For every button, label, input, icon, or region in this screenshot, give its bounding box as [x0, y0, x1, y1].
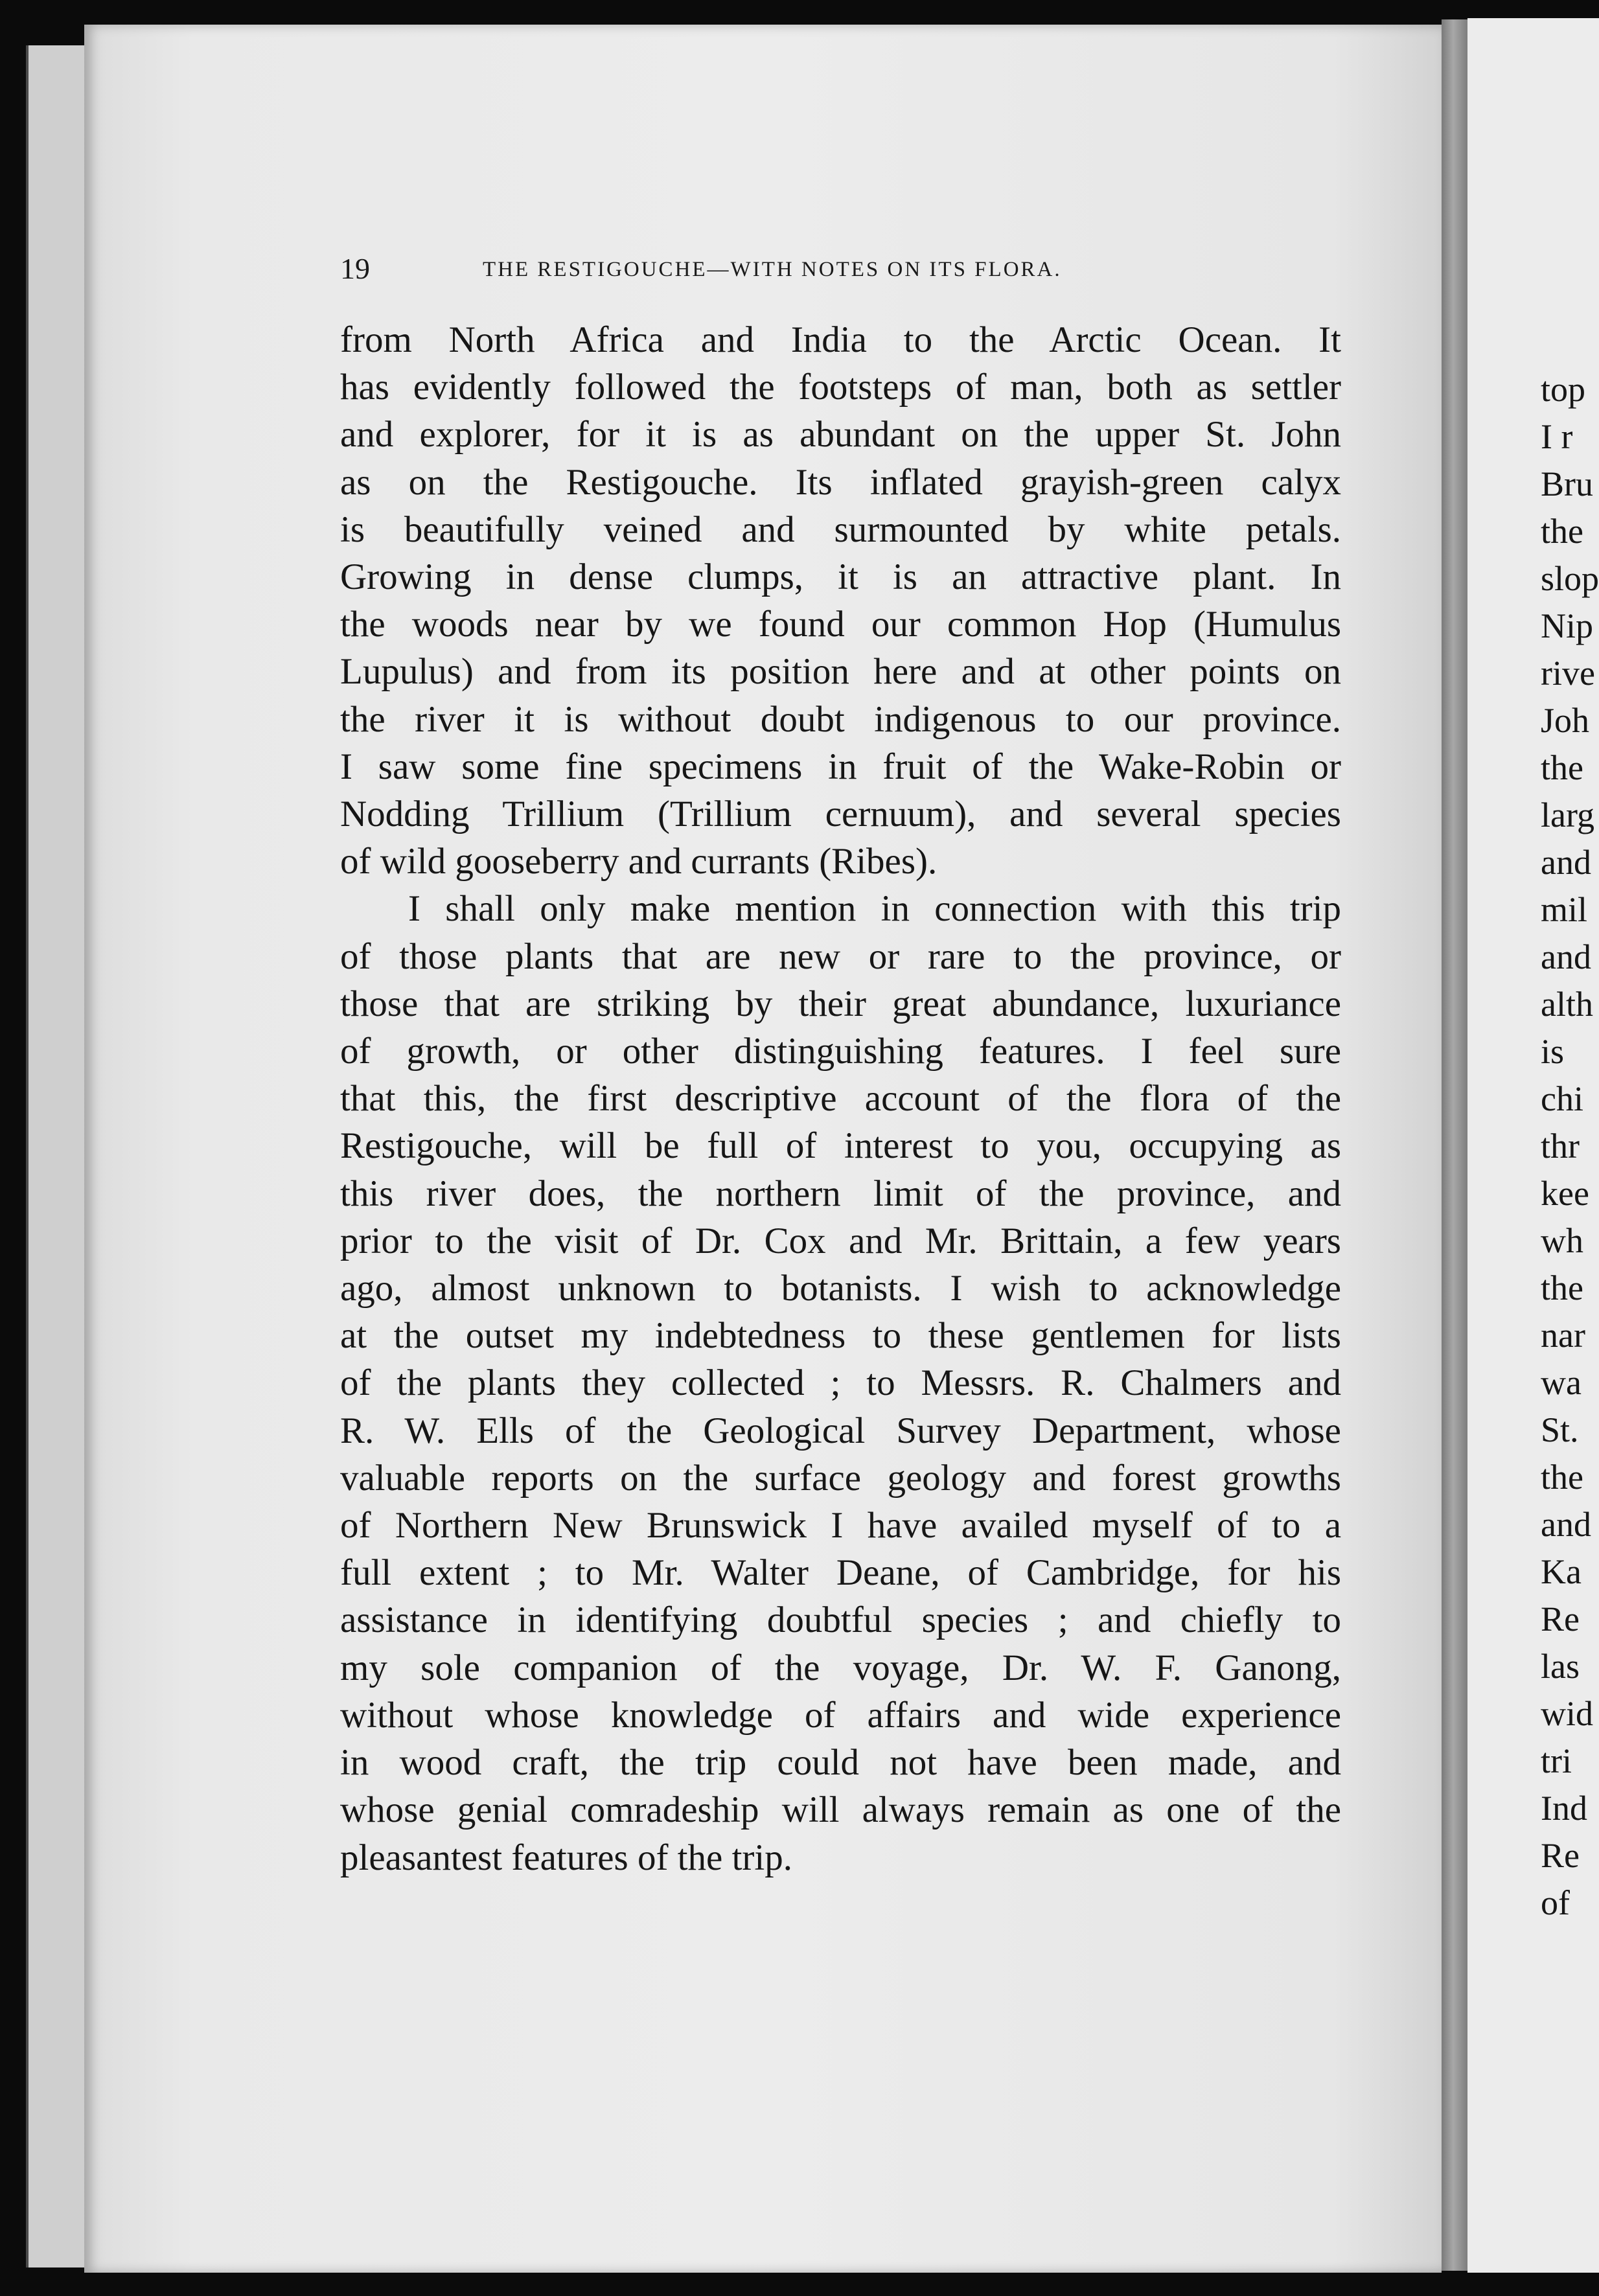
facing-page-fragment: Ka — [1541, 1552, 1582, 1591]
text-line: prior to the visit of Dr. Cox and Mr. Brittain, a few years — [340, 1220, 1341, 1261]
facing-page-fragment: wh — [1541, 1221, 1583, 1260]
facing-page-fragment: and — [1541, 843, 1591, 882]
facing-page-fragment: is — [1541, 1032, 1565, 1071]
text-line: whose genial comradeship will always remain as one of the — [340, 1789, 1341, 1831]
facing-page-fragment: rive — [1541, 654, 1595, 693]
text-line: this river does, the northern limit of the province, and — [340, 1173, 1341, 1214]
text-line: valuable reports on the surface geology and forest growths — [340, 1457, 1341, 1498]
text-line: R. W. Ells of the Geological Survey Department, whose — [340, 1410, 1341, 1451]
text-line: without whose knowledge of affairs and wide experience — [340, 1694, 1341, 1736]
text-line: from North Africa and India to the Arctic Ocean. It — [340, 319, 1341, 360]
text-line: has evidently followed the footsteps of man, both as settler — [340, 367, 1341, 408]
text-line: ago, almost unknown to botanists. I wish to acknowledge — [340, 1268, 1341, 1309]
facing-page-fragment: the — [1541, 1458, 1583, 1497]
facing-page-fragment: top — [1541, 370, 1586, 409]
text-line: pleasantest features of the trip. — [340, 1837, 792, 1878]
text-line: my sole companion of the voyage, Dr. W. F. Ganong, — [340, 1647, 1341, 1688]
text-line: of the plants they collected ; to Messrs. R. Chalmers and — [340, 1362, 1341, 1404]
book-gutter — [1442, 19, 1467, 2271]
facing-page-fragment: I r — [1541, 417, 1573, 456]
text-line: is beautifully veined and surmounted by white petals. — [340, 509, 1341, 550]
facing-page-fragment: alth — [1541, 985, 1593, 1024]
text-line: that this, the first descriptive account of the flora of the — [340, 1078, 1341, 1119]
text-line: of wild gooseberry and currants (Ribes). — [340, 841, 938, 882]
facing-page-fragment: wa — [1541, 1363, 1582, 1402]
text-line: the woods near by we found our common Hop (Humulus — [340, 604, 1341, 645]
paragraph-2 — [340, 885, 1341, 1881]
facing-page-fragment: mil — [1541, 890, 1588, 929]
text-line: I shall only make mention in connection with this trip — [408, 888, 1341, 930]
facing-page-fragment: Bru — [1541, 465, 1593, 503]
text-line: those that are striking by their great abundance, luxuriance — [340, 983, 1341, 1024]
facing-page-fragment: Ind — [1541, 1789, 1587, 1828]
text-line: Nodding Trillium (Trillium cernuum), and several species — [340, 794, 1341, 835]
facing-page-fragment: and — [1541, 1505, 1591, 1544]
text-line: and explorer, for it is as abundant on the upper St. John — [340, 414, 1341, 455]
text-line: Restigouche, will be full of interest to you, occupying as — [340, 1125, 1341, 1167]
facing-page-fragment: Re — [1541, 1836, 1580, 1875]
facing-page-fragment: las — [1541, 1647, 1580, 1686]
text-line: Lupulus) and from its position here and at other points on — [340, 651, 1341, 693]
facing-page-text — [1541, 366, 1599, 1927]
facing-page-fragment: thr — [1541, 1127, 1580, 1165]
running-title: THE RESTIGOUCHE—WITH NOTES ON ITS FLORA. — [483, 258, 1062, 281]
facing-page-fragment: Nip — [1541, 606, 1593, 645]
facing-page-fragment: Joh — [1541, 701, 1590, 740]
text-line: Growing in dense clumps, it is an attractive plant. In — [340, 557, 1341, 598]
text-line: of Northern New Brunswick I have availed myself of to a — [340, 1505, 1341, 1546]
facing-page-fragment: chi — [1541, 1079, 1583, 1118]
text-line: of those plants that are new or rare to the province, or — [340, 936, 1341, 977]
facing-page-fragment: kee — [1541, 1174, 1589, 1213]
facing-page-fragment: tri — [1541, 1741, 1572, 1780]
text-line: full extent ; to Mr. Walter Deane, of Cambridge, for his — [340, 1552, 1341, 1594]
body-text — [340, 316, 1341, 1881]
facing-page-fragment: and — [1541, 937, 1591, 976]
facing-page-fragment: St. — [1541, 1410, 1579, 1449]
text-line: the river it is without doubt indigenous to our province. — [340, 698, 1341, 740]
text-line: in wood craft, the trip could not have been made, and — [340, 1742, 1341, 1784]
facing-page-fragment: of — [1541, 1883, 1570, 1922]
text-line: at the outset my indebtedness to these gentlemen for lists — [340, 1315, 1341, 1357]
text-line: as on the Restigouche. Its inflated grayish-green calyx — [340, 461, 1341, 503]
facing-page-fragment: slop — [1541, 559, 1599, 598]
page-number: 19 — [340, 252, 370, 285]
facing-page-fragment: the — [1541, 1269, 1583, 1307]
text-line: I saw some fine specimens in fruit of the Wake-Robin or — [340, 746, 1341, 787]
facing-page-fragment: wid — [1541, 1694, 1593, 1733]
facing-page-fragment: Re — [1541, 1600, 1580, 1638]
text-line: assistance in identifying doubtful species ; and chiefly to — [340, 1600, 1341, 1641]
facing-page-fragment: the — [1541, 512, 1583, 551]
text-line: of growth, or other distinguishing features. I feel sure — [340, 1031, 1341, 1072]
facing-page-fragment: the — [1541, 748, 1583, 787]
facing-page-fragment: nar — [1541, 1316, 1585, 1355]
facing-page-fragment: larg — [1541, 796, 1594, 834]
paragraph-1 — [340, 316, 1341, 885]
page-header — [340, 251, 1344, 290]
